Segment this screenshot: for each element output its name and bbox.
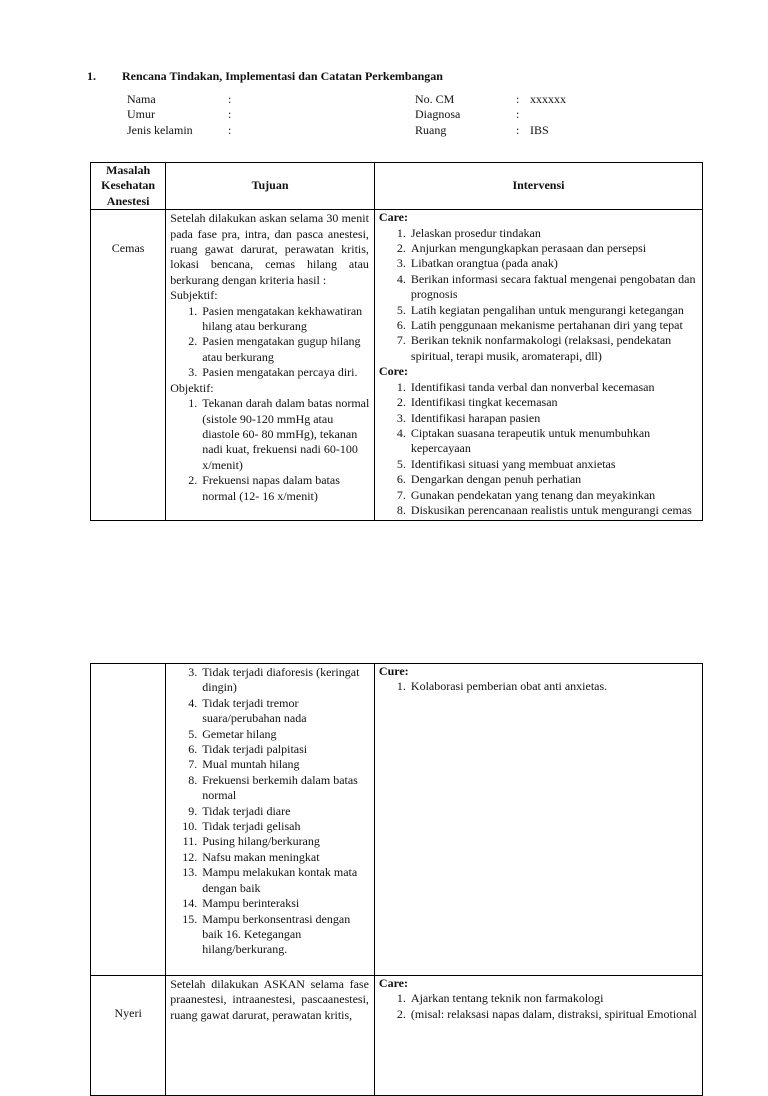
patient-info-right [415,92,665,138]
list-item: 4. Tidak terjadi tremor suara/perubahan nada [188,695,307,726]
objektif-list [166,396,374,504]
header-problem: Masalah Kesehatan Anestesi [91,163,166,210]
list-item: 2. (misal: relaksasi napas dalam, distraksi, spiritual Emotional [396,1006,697,1021]
list-item: 5. Identifikasi situasi yang membuat anxietas [396,456,616,471]
list-item: 12. Nafsu makan meningkat [182,849,320,864]
info-row [127,92,377,107]
header-goal: Tujuan [166,163,375,210]
problem-cell-empty [91,664,166,976]
care-list-2 [375,991,702,1022]
list-item: 6. Dengarkan dengan penuh perhatian [396,472,582,487]
core-label: Core: [378,364,409,379]
subjektif-list [166,304,374,381]
list-item: 14. Mampu berinteraksi [182,896,300,911]
info-label: Diagnosa [415,107,461,122]
section-title: Rencana Tindakan, Implementasi dan Catatan Perkembangan [122,69,443,83]
list-item: 8. Frekuensi berkemih dalam batas normal [188,772,358,803]
goal-cell-2 [166,975,375,1095]
list-item: 3. Identifikasi harapan pasien [396,410,541,425]
list-item: 2. Pasien mengatakan gugup hilang atau berkurang [188,334,361,364]
section-heading [87,69,443,84]
info-row [127,123,377,138]
list-item: 15. Mampu berkonsentrasi dengan baik 16. Ketegangan hilang/berkurang. [182,911,351,957]
info-label: Ruang [415,122,447,137]
patient-info-left [127,92,377,138]
objektif-list-continued [166,664,374,958]
list-item: 3. Pasien mengatakan percaya diri. [188,365,358,380]
list-item: 7. Berikan teknik nonfarmakologi (relaksasi, pendekatan spiritual, terapi musik, aromaterapi, dll) [396,333,672,363]
list-item: 8. Diskusikan perencanaan realistis untuk mengurangi cemas [396,502,692,517]
info-colon: : [516,107,520,122]
goal-cell-continued [166,664,375,976]
info-value: xxxxxx [530,92,566,106]
list-item: 1. Jelaskan prosedur tindakan [396,225,541,240]
info-label: Umur [127,107,155,122]
intervention-cell-2 [374,975,702,1095]
list-item: 7. Gunakan pendekatan yang tenang dan meyakinkan [396,487,656,502]
cure-label: Cure: [378,664,409,678]
table-row [91,975,703,1095]
care-label: Care: [378,210,409,225]
list-item: 2. Frekuensi napas dalam batas normal (12- 16 x/menit) [188,473,340,503]
list-item: 5. Latih kegiatan pengalihan untuk mengurangi ketegangan [396,302,684,317]
info-row [415,123,665,138]
list-item: 6. Latih penggunaan mekanisme pertahanan diri yang tepat [396,318,683,333]
care-label-2: Care: [378,975,409,990]
goal-intro: Setelah dilakukan askan selama 30 menit pada fase pra, intra, dan pasca anestesi, ruang gawat darurat, perawatan kritis, lokasi bencana, cemas hilang atau berkurang dengan kriteria hasil : [170,211,369,287]
list-item: 7. Mual muntah hilang [188,757,300,772]
info-label: No. CM [415,92,455,106]
info-row [127,107,377,122]
intervention-cell [374,210,702,521]
info-row [415,107,665,122]
info-label: Jenis kelamin [127,122,193,137]
list-item: 5. Gemetar hilang [188,726,277,741]
problem-cell-2 [91,975,166,1095]
intervention-cell-continued [374,664,702,976]
info-colon: : [516,122,520,137]
info-colon: : [228,107,232,122]
care-plan-table-2 [90,663,703,1096]
info-row [415,92,665,107]
goal-intro-2: Setelah dilakukan ASKAN selama fase praanestesi, intraanestesi, pascaanestesi, ruang gawat darurat, perawatan kritis, [170,976,369,1022]
list-item: 6. Tidak terjadi palpitasi [188,742,308,757]
list-item: 4. Berikan informasi secara faktual mengenai pengobatan dan prognosis [396,271,696,302]
section-number: 1. [87,69,96,83]
info-label: Nama [127,92,156,106]
problem-label-2: Nyeri [114,1005,142,1020]
cure-list [375,679,702,694]
header-intervention: Intervensi [374,163,702,210]
list-item: 1. Pasien mengatakan kekhawatiran hilang atau berkurang [188,303,363,334]
info-colon: : [516,92,520,106]
problem-cell [91,210,166,521]
list-item: 11. Pusing hilang/berkurang [182,834,320,849]
table-header-row [91,163,703,210]
list-item: 2. Anjurkan mengungkapkan perasaan dan persepsi [396,241,647,256]
info-colon: : [228,122,232,137]
list-item: 1. Kolaborasi pemberian obat anti anxietas. [396,679,608,694]
list-item: 9. Tidak terjadi diare [188,803,291,818]
info-value: IBS [530,122,549,137]
table-row [91,664,703,976]
list-item: 4. Ciptakan suasana terapeutik untuk menumbuhkan kepercayaan [396,425,651,456]
list-item: 3. Tidak terjadi diaforesis (keringat dingin) [188,665,360,695]
objektif-label: Objektif: [170,380,214,395]
care-list [375,226,702,365]
care-plan-table-1 [90,162,703,521]
list-item: 3. Libatkan orangtua (pada anak) [396,256,558,271]
subjektif-label: Subjektif: [170,288,218,303]
list-item: 1. Tekanan darah dalam batas normal (sistole 90-120 mmHg atau diastole 60- 80 mmHg), tekanan nadi kuat, frekuensi nadi 60-100 x/menit) [188,396,370,472]
list-item: 2. Identifikasi tingkat kecemasan [396,395,558,410]
list-item: 1. Identifikasi tanda verbal dan nonverbal kecemasan [396,379,655,394]
table-row [91,210,703,521]
info-colon: : [228,92,232,106]
core-list [375,380,702,519]
list-item: 13. Mampu melakukan kontak mata dengan baik [182,865,358,895]
list-item: 1. Ajarkan tentang teknik non farmakologi [396,991,604,1006]
problem-label: Cemas [111,241,145,256]
list-item: 10. Tidak terjadi gelisah [182,819,301,834]
goal-cell [166,210,375,521]
